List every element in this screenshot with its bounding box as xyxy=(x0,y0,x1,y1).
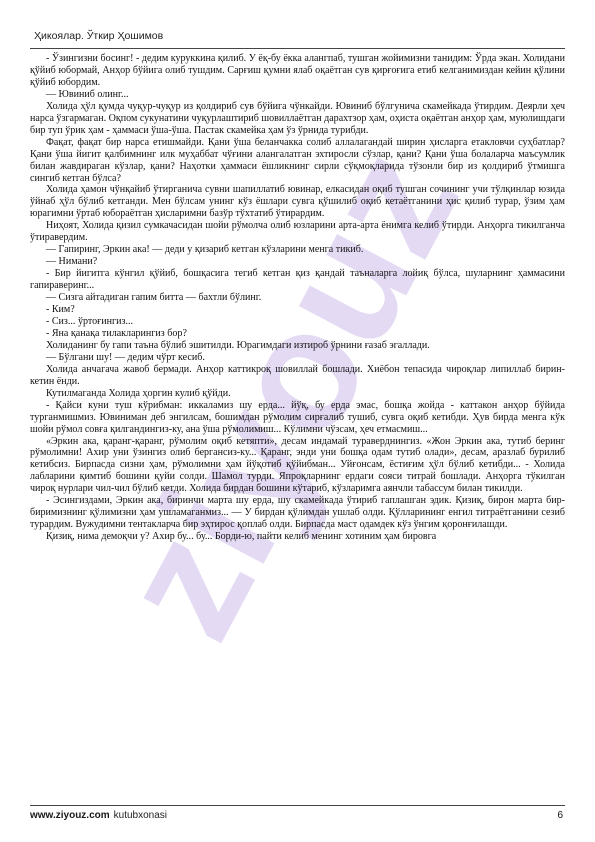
paragraph: Холида ҳамон чўнқайиб ўтирганича сувни шапиллатиб ювинар, елкасидан оқиб тушган сочининг учи тўлқинлар юзида ўйнаб ҳўл бўлиб кетганди. Мен бўлсам унинг кўз ёшлари сувга қўшилиб оқиб кетаётганини ҳис қилиб турар, ўзим ҳам юрагимни ўртаб юбораётган ҳисларимни базўр тўхтатиб ўтирардим. xyxy=(30,184,565,220)
article-body xyxy=(30,53,565,543)
page-number: 6 xyxy=(557,810,563,821)
paragraph: - Яна қанақа тилакларингиз бор? xyxy=(46,327,187,339)
paragraph: Холиданинг бу гапи таъна бўлиб эшитилди. Юрагимдаги изтироб ўрнини ғазаб эгаллади. xyxy=(46,339,430,351)
watermark-text: ziyouz xyxy=(140,118,495,667)
paragraph: Холида анчагача жавоб бермади. Анҳор каттикроқ шовиллай бошлади. Хиёбон тепасида чироқлар липиллаб бирин-кетин ёнди. xyxy=(30,363,565,387)
paragraph: «Эркин ака, қаранг-қаранг, рўмолим оқиб кетяпти», десам индамай тураверднингиз. «Жон Эркин ака, тутиб беринг рўмолимни! Ахир уни ўзингиз олиб бергансиз-ку... Қаранг, энди уни бошқа одам тутиб олади», десам, аразлаб бурилиб кетибсиз. Бирпасда сизни ҳам, рўмолимни ҳам йўқотиб қўйибман... Уйғонсам, ёстиғим ҳўл бўлиб кетибди... - Холида лабларини қимтиб бошини қуйи солди. Шамол турди. Япроқларнинг ердаги сояси титрай бошлади. Анҳорга тўкилган чироқ нурлари чил-чил бўлиб кетди. Холида бирдан бошини кўтариб, кўзларимга аянчли табассум билан тикилди. xyxy=(30,435,565,495)
footer-divider xyxy=(30,805,565,806)
paragraph: Қизиқ, нима демоқчи у? Ахир бу... бу... Борди-ю, пайти келиб менинг хотиним ҳам бировга xyxy=(46,531,437,543)
paragraph: Холида ҳўл қумда чуқур-чуқур из қолдириб сув бўйига чўнкайди. Ювиниб бўлгунича скамейкада ўтирдим. Деярли ҳеч нарса ўзгармаган. Оқпом сукунатини чуқурлаштириб шовиллаётган дарахтзор ҳам, оҳиста оқаётган анҳор ҳам, муюлишдаги бир туп ўрик ҳам - ҳаммаси ўша-ўша. Пастак скамейка ҳам ўз ўрнида турибди. xyxy=(30,100,565,136)
paragraph: — Ювиниб олинг... xyxy=(46,88,129,100)
footer-subtitle: kutubxonasi xyxy=(113,810,168,821)
paragraph: - Сиз... ўртоғингиз... xyxy=(46,315,134,327)
paragraph: — Нимани? xyxy=(46,256,98,268)
paragraph: - Ким? xyxy=(46,304,75,316)
paragraph: - Бир йигитга кўнгил қўйиб, бошқасига тегиб кетган қиз қандай таъналарга лойиқ бўлса, шуларнинг ҳаммасини гапираверинг... xyxy=(30,268,565,292)
paragraph: Ниҳоят, Холида қизил сумкачасидан шойи рўмолча олиб юзларини арта-арта ёнимга келиб ўтирди. Анҳорга тикилганча ўтиравердим. xyxy=(30,220,565,244)
paragraph: — Сизга айтадиган гапим битта — бахтли бўлинг. xyxy=(46,292,262,304)
paragraph: Кутилмаганда Холида ҳоргин кулиб қўйди. xyxy=(46,387,231,399)
paragraph: — Гапиринг, Эркин ака! — деди у қизариб кетган кўзларини менга тикиб. xyxy=(46,244,364,256)
footer-site-link[interactable]: www.ziyouz.com xyxy=(30,810,110,821)
paragraph: Фақат, фақат бир нарса етишмайди. Қани ўша беланчакка солиб аллалагандай ширин ҳисларга етакловчи суҳбатлар? Қани ўша йигит қалбимнинг илк муҳаббат чўғини алангалатган эхтиросли сўзлар, қани? Қани ўша болаларча маъсумлик билан жавдираган кўзлар, қани? Наҳотки ҳаммаси ёшликнинг сирли сўқмоқларида тўзонли бир из қолдириб ўтмишга сингиб кетган бўлса? xyxy=(30,136,565,184)
header-title: Ҳикоялар. Ўткир Ҳошимов xyxy=(34,30,164,42)
header-divider xyxy=(30,48,565,49)
page-footer xyxy=(30,810,565,824)
page-header xyxy=(34,30,561,42)
paragraph: — Бўлгани шу! — дедим чўрт кесиб. xyxy=(46,351,205,363)
paragraph: - Эсингиздами, Эркин ака, биринчи марта шу ерда, шу скамейкада ўтириб гаплашган эдик. Қизиқ, бирон марта бир-биримизнинг қўлимизни ҳам ушламаганмиз... — У бирдан қўлимдан ушлаб олди. Қўлларининг енгил титраётганини сезиб турардим. Вужудимни тентакларча бир эҳтирос қоплаб олди. Бирпасда маст одамдек кўз ўнгим қоронғилашди. xyxy=(30,495,565,531)
paragraph: - Қайси куни туш кўрибман: иккаламиз шу ерда... йўқ, бу ерда эмас, бошқа жойда - каттакон анҳор бўйида турганмишмиз. Ювиниман деб энгилсам, бошимдан рўмолим сирғалиб тушиб, сувга оқиб кетибди. Ҳув бирда менга кўк шойи рўмол совға қилгандингиз-ку, ана ўша рўмолимиш... Кўлимни чўзсам, ҳеч етмасмиш... xyxy=(30,399,565,435)
paragraph: - Ўзингизни босинг! - дедим куруккина қилиб. У ёқ-бу ёкка алангпаб, тушган жойимизни танидим: Ўрда экан. Холидани қўйиб юбормай, Анҳор бўйига олиб тушдим. Сарғиш қумни ялаб оқаётган сув қирғоғига етиб келганимиздан кейин қўлини қўйиб юбордим. xyxy=(30,53,565,88)
